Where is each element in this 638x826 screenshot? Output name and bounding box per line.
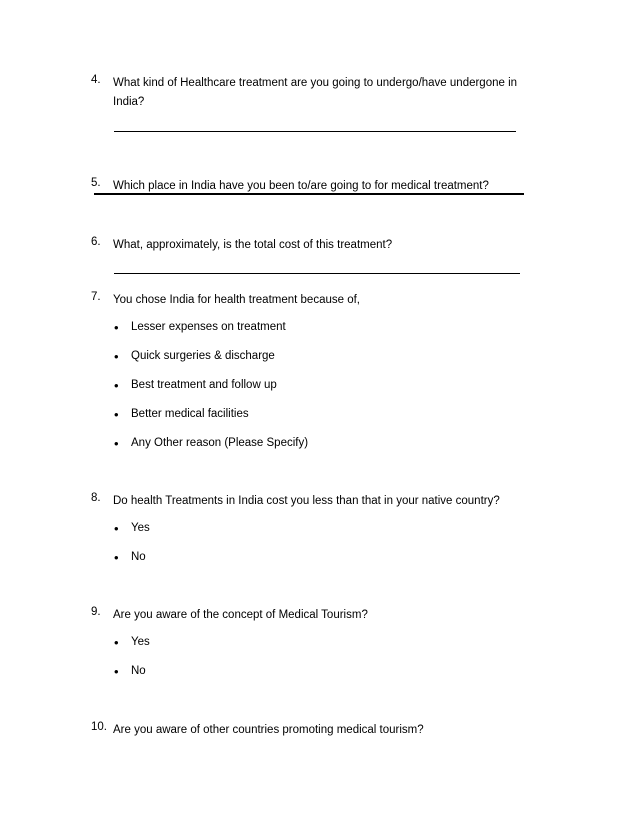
bullet-icon: • bbox=[114, 521, 119, 536]
question-number: 10. bbox=[91, 721, 107, 733]
answer-underline-5[interactable] bbox=[94, 193, 524, 195]
option-label: Best treatment and follow up bbox=[131, 379, 277, 391]
option-label: Better medical facilities bbox=[131, 408, 249, 420]
question-text: Which place in India have you been to/are going to for medical treatment? bbox=[113, 180, 489, 192]
question-text: Do health Treatments in India cost you less than that in your native country? bbox=[113, 495, 500, 507]
option-label: No bbox=[131, 665, 146, 677]
question-number: 5. bbox=[91, 177, 101, 189]
answer-blank-6[interactable] bbox=[114, 273, 520, 274]
question-number: 9. bbox=[91, 606, 101, 618]
question-text: What, approximately, is the total cost of this treatment? bbox=[113, 239, 393, 251]
question-number: 4. bbox=[91, 74, 101, 86]
answer-blank-4[interactable] bbox=[114, 131, 516, 132]
option-label: Any Other reason (Please Specify) bbox=[131, 437, 309, 449]
option-label: Lesser expenses on treatment bbox=[131, 321, 286, 333]
question-text: You chose India for health treatment because of, bbox=[113, 294, 360, 306]
bullet-icon: • bbox=[114, 550, 119, 565]
bullet-icon: • bbox=[114, 320, 119, 335]
question-number: 7. bbox=[91, 291, 101, 303]
option-label: Yes bbox=[131, 636, 150, 648]
question-number: 8. bbox=[91, 492, 101, 504]
question-number: 6. bbox=[91, 236, 101, 248]
option-label: Quick surgeries & discharge bbox=[131, 350, 275, 362]
question-text: Are you aware of other countries promoting medical tourism? bbox=[113, 724, 424, 736]
bullet-icon: • bbox=[114, 436, 119, 451]
bullet-icon: • bbox=[114, 378, 119, 393]
option-label: Yes bbox=[131, 522, 150, 534]
bullet-icon: • bbox=[114, 407, 119, 422]
question-text: What kind of Healthcare treatment are you going to undergo/have undergone in India? bbox=[113, 77, 518, 108]
bullet-icon: • bbox=[114, 664, 119, 679]
question-text: Are you aware of the concept of Medical Tourism? bbox=[113, 609, 368, 621]
bullet-icon: • bbox=[114, 635, 119, 650]
bullet-icon: • bbox=[114, 349, 119, 364]
option-label: No bbox=[131, 551, 146, 563]
